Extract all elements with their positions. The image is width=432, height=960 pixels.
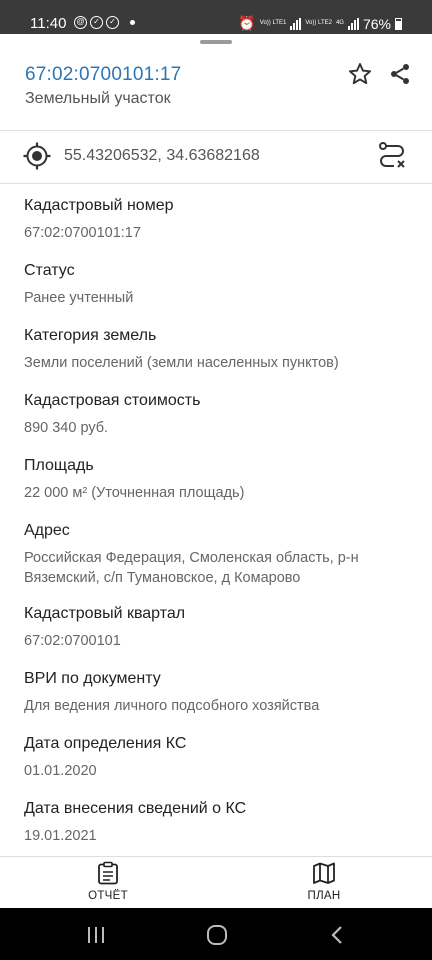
field-cadastral-number <box>24 196 414 243</box>
field-area <box>24 456 414 503</box>
share-icon <box>388 62 412 86</box>
field-value: 67:02:0700101:17 <box>24 225 141 241</box>
field-cadastral-quarter <box>24 604 414 651</box>
address-line: Российская Федерация, Смоленская область, р-н <box>24 550 359 566</box>
field-label: Дата определения КС <box>24 735 187 752</box>
field-value: Для ведения личного подсобного хозяйства <box>24 698 320 714</box>
field-label: ВРИ по документу <box>24 670 161 687</box>
home-icon[interactable] <box>205 924 229 946</box>
object-type: Земельный участок <box>25 90 171 107</box>
sim1-indicator: Vo)) LTE1 <box>259 20 287 26</box>
share-button[interactable] <box>386 60 414 88</box>
field-value: Ранее учтенный <box>24 290 134 306</box>
coordinates-text[interactable]: 55.43206532, 34.63682168 <box>64 147 260 164</box>
field-label: Площадь <box>24 457 94 474</box>
field-label: Статус <box>24 262 75 279</box>
signal-icon <box>348 18 359 30</box>
cadastral-number-title: 67:02:0700101:17 <box>25 64 182 85</box>
field-label: Адрес <box>24 522 70 539</box>
more-notifications-icon <box>130 20 135 25</box>
field-permitted-use <box>24 669 414 716</box>
field-valuation-date <box>24 734 414 781</box>
signal-icon <box>290 18 301 30</box>
route-icon[interactable] <box>376 139 408 171</box>
field-value: 67:02:0700101 <box>24 633 121 649</box>
field-status <box>24 261 414 308</box>
favorite-button[interactable] <box>346 60 374 88</box>
notification-icons <box>74 16 135 29</box>
sim2-indicator: Vo)) LTE2 <box>305 20 332 26</box>
plan-label: ПЛАН <box>307 890 341 902</box>
status-time: 11:40 <box>30 15 67 32</box>
field-cadastral-value <box>24 391 414 438</box>
field-label: Категория земель <box>24 327 157 344</box>
field-label: Кадастровый номер <box>24 197 174 214</box>
check-icon: ✓ <box>90 16 103 29</box>
bottom-action-bar <box>0 856 432 908</box>
report-label: ОТЧЁТ <box>88 890 128 902</box>
gps-target-icon <box>22 141 52 171</box>
battery-icon <box>395 18 402 30</box>
field-value: 19.01.2021 <box>24 828 97 844</box>
field-value <box>24 548 414 588</box>
network-type: 4G <box>335 20 344 26</box>
back-icon[interactable] <box>326 924 350 946</box>
drag-handle[interactable] <box>200 40 232 44</box>
map-icon <box>312 861 336 885</box>
field-label: Кадастровая стоимость <box>24 392 201 409</box>
divider <box>0 183 432 184</box>
at-icon: @ <box>74 16 87 29</box>
object-info-sheet <box>0 34 432 908</box>
field-label: Дата внесения сведений о КС <box>24 800 247 817</box>
status-right <box>238 15 402 32</box>
alarm-icon: ⏰ <box>238 15 256 31</box>
field-land-category <box>24 326 414 373</box>
system-nav-bar <box>0 908 432 960</box>
field-value: 01.01.2020 <box>24 763 97 779</box>
status-bar <box>0 0 432 34</box>
report-button[interactable] <box>68 861 148 907</box>
star-icon <box>347 61 373 87</box>
field-label: Кадастровый квартал <box>24 605 186 622</box>
clipboard-icon <box>97 861 119 885</box>
check-icon: ✓ <box>106 16 119 29</box>
field-value-entry-date <box>24 799 414 846</box>
address-line: Вяземский, с/п Тумановское, д Комарово <box>24 570 301 586</box>
sheet-header <box>0 52 432 130</box>
battery-percent: 76% <box>362 15 391 32</box>
field-address <box>24 521 414 588</box>
field-value: 22 000 м² (Уточненная площадь) <box>24 485 245 501</box>
recent-apps-icon[interactable] <box>84 924 108 946</box>
field-value: Земли поселений (земли населенных пунктов) <box>24 355 339 371</box>
field-value: 890 340 руб. <box>24 420 109 436</box>
coordinates-row[interactable] <box>0 131 432 183</box>
plan-button[interactable] <box>284 861 364 907</box>
